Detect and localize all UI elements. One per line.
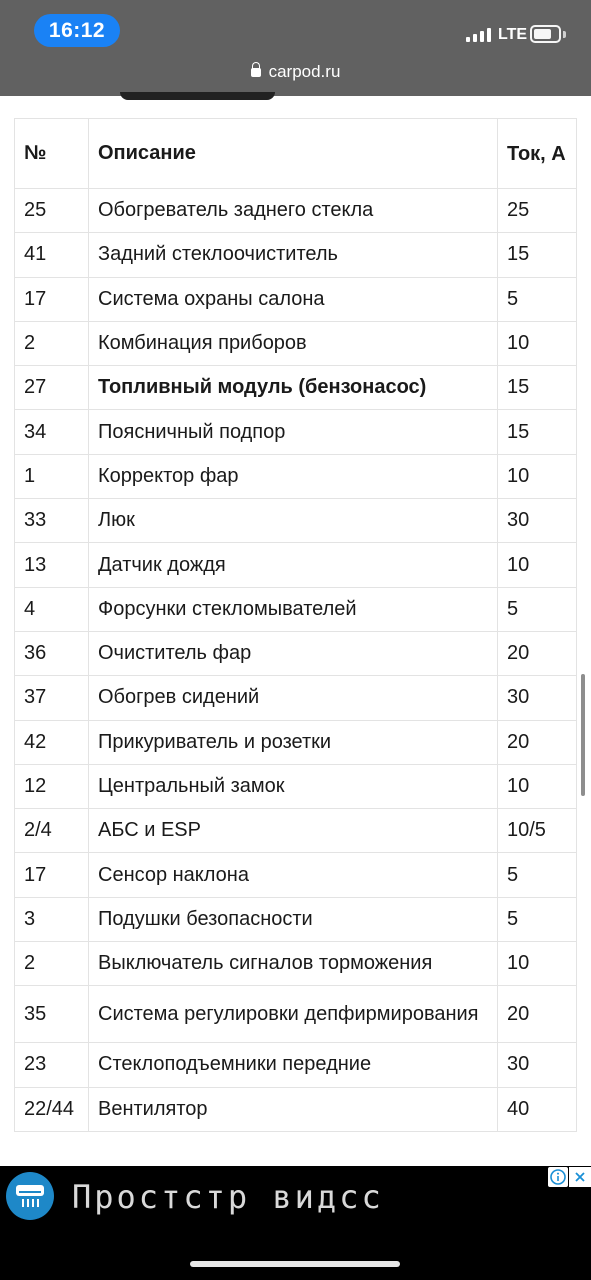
cell-description: Корректор фар — [89, 454, 498, 498]
table-body — [15, 189, 577, 1132]
cell-number: 4 — [15, 587, 89, 631]
cell-description: Датчик дождя — [89, 543, 498, 587]
table-row — [15, 277, 577, 321]
table-row — [15, 454, 577, 498]
cell-description: Поясничный подпор — [89, 410, 498, 454]
table-row — [15, 631, 577, 675]
signal-strength-icon — [466, 28, 491, 42]
cell-number: 42 — [15, 720, 89, 764]
partial-element — [120, 92, 275, 100]
cell-number: 2 — [15, 942, 89, 986]
cell-number: 2 — [15, 321, 89, 365]
cell-current: 20 — [498, 986, 577, 1043]
cell-current: 10 — [498, 543, 577, 587]
table-row — [15, 321, 577, 365]
ad-text: Простстр видсс — [72, 1178, 384, 1216]
cell-current: 10 — [498, 321, 577, 365]
ad-info-icon[interactable] — [548, 1167, 568, 1187]
cell-description: Сенсор наклона — [89, 853, 498, 897]
cell-description: Обогреватель заднего стекла — [89, 189, 498, 233]
cell-description: Прикуриватель и розетки — [89, 720, 498, 764]
air-conditioner-icon[interactable] — [6, 1172, 54, 1220]
fuse-table-container — [14, 118, 577, 1132]
cell-current: 30 — [498, 499, 577, 543]
cell-number: 22/44 — [15, 1087, 89, 1131]
cell-description: Форсунки стекломывателей — [89, 587, 498, 631]
fuse-table — [14, 118, 577, 1132]
cell-number: 34 — [15, 410, 89, 454]
cell-current: 15 — [498, 366, 577, 410]
header-number: № — [15, 119, 89, 189]
cell-number: 35 — [15, 986, 89, 1043]
battery-tip — [563, 31, 566, 38]
cell-number: 13 — [15, 543, 89, 587]
table-row — [15, 587, 577, 631]
scrollbar[interactable] — [581, 674, 585, 796]
address-bar[interactable] — [0, 62, 591, 82]
cell-description: Люк — [89, 499, 498, 543]
table-row — [15, 986, 577, 1043]
cell-current: 10 — [498, 454, 577, 498]
cell-number: 17 — [15, 853, 89, 897]
cell-description: АБС и ESP — [89, 809, 498, 853]
cell-number: 2/4 — [15, 809, 89, 853]
table-row — [15, 1087, 577, 1131]
network-type: LTE — [498, 26, 528, 43]
table-row — [15, 809, 577, 853]
table-row — [15, 942, 577, 986]
cell-number: 27 — [15, 366, 89, 410]
cell-description: Выключатель сигналов торможения — [89, 942, 498, 986]
cell-number: 33 — [15, 499, 89, 543]
lock-icon — [251, 68, 261, 77]
cell-current: 40 — [498, 1087, 577, 1131]
cell-current: 5 — [498, 277, 577, 321]
cell-number: 41 — [15, 233, 89, 277]
cell-current: 25 — [498, 189, 577, 233]
cell-current: 5 — [498, 853, 577, 897]
cell-description: Комбинация приборов — [89, 321, 498, 365]
table-row — [15, 233, 577, 277]
cell-description: Система регулировки депфирмирования — [89, 986, 498, 1043]
cell-current: 15 — [498, 233, 577, 277]
cell-description: Топливный модуль (бензонасос) — [89, 366, 498, 410]
header-description: Описание — [89, 119, 498, 189]
cell-number: 17 — [15, 277, 89, 321]
cell-description: Очиститель фар — [89, 631, 498, 675]
cell-current: 20 — [498, 631, 577, 675]
header-current: Ток, А — [498, 119, 577, 189]
cell-current: 10 — [498, 942, 577, 986]
table-row — [15, 764, 577, 808]
table-row — [15, 897, 577, 941]
cell-description: Вентилятор — [89, 1087, 498, 1131]
table-row — [15, 676, 577, 720]
table-row — [15, 1043, 577, 1087]
table-row — [15, 543, 577, 587]
cell-description: Центральный замок — [89, 764, 498, 808]
cell-current: 30 — [498, 1043, 577, 1087]
status-time[interactable]: 16:12 — [34, 14, 120, 47]
cell-description: Обогрев сидений — [89, 676, 498, 720]
table-row — [15, 853, 577, 897]
cell-number: 1 — [15, 454, 89, 498]
cell-current: 20 — [498, 720, 577, 764]
cell-current: 15 — [498, 410, 577, 454]
table-row — [15, 720, 577, 764]
cell-number: 37 — [15, 676, 89, 720]
cell-number: 23 — [15, 1043, 89, 1087]
cell-number: 25 — [15, 189, 89, 233]
cell-description: Задний стеклоочиститель — [89, 233, 498, 277]
cell-current: 10 — [498, 764, 577, 808]
cell-number: 36 — [15, 631, 89, 675]
ad-close-icon[interactable] — [569, 1167, 591, 1187]
cell-description: Стеклоподъемники передние — [89, 1043, 498, 1087]
cell-description: Подушки безопасности — [89, 897, 498, 941]
cell-current: 30 — [498, 676, 577, 720]
cell-current: 5 — [498, 587, 577, 631]
table-row — [15, 366, 577, 410]
table-row — [15, 410, 577, 454]
cell-number: 3 — [15, 897, 89, 941]
cell-current: 5 — [498, 897, 577, 941]
home-indicator[interactable] — [190, 1261, 400, 1267]
url-text: carpod.ru — [268, 62, 341, 81]
status-bar — [0, 0, 591, 96]
battery-icon — [530, 25, 561, 43]
cell-description: Система охраны салона — [89, 277, 498, 321]
cell-number: 12 — [15, 764, 89, 808]
table-header-row — [15, 119, 577, 189]
cell-current: 10/5 — [498, 809, 577, 853]
table-row — [15, 499, 577, 543]
table-row — [15, 189, 577, 233]
